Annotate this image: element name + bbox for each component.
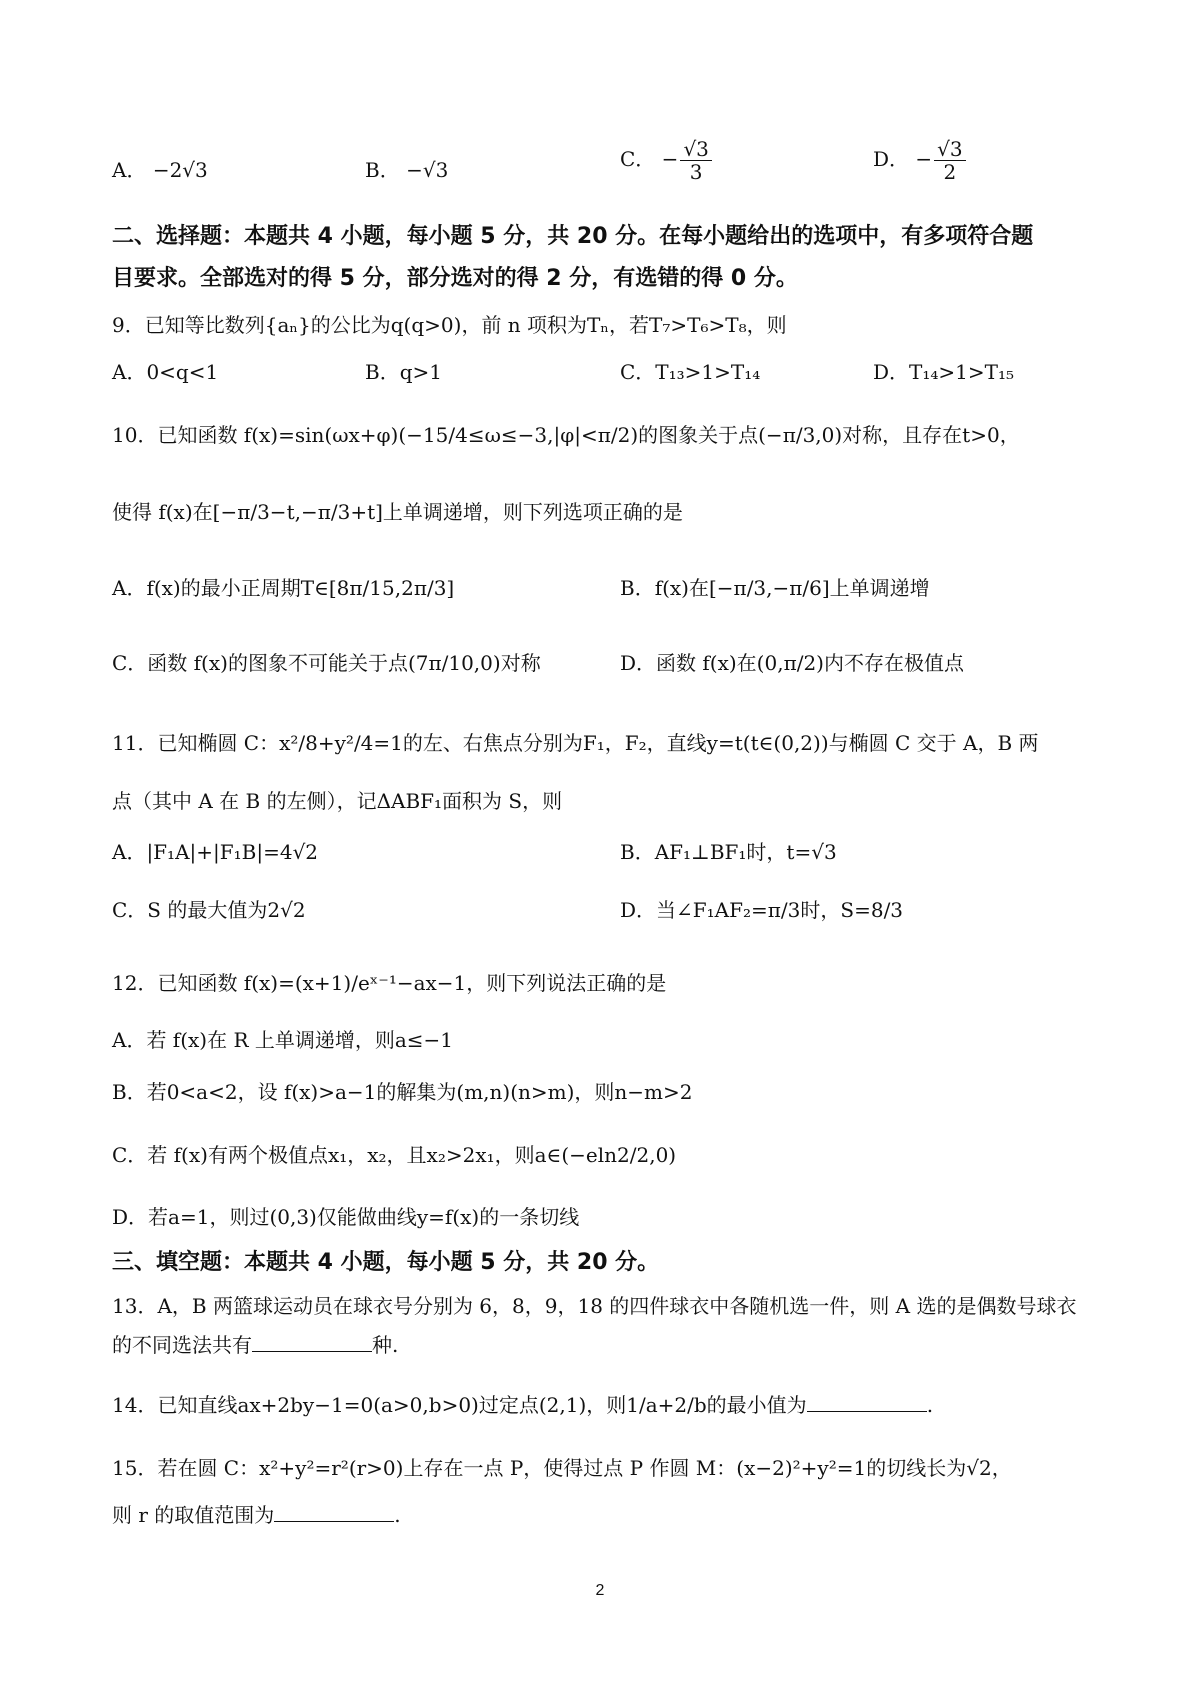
q10-option-d: D．函数 f(x)在(0,π/2)内不存在极值点 [620, 651, 964, 675]
q15-line1: 15．若在圆 C：x²+y²=r²(r>0)上存在一点 P，使得过点 P 作圆 M：(x−2)²+y²=1的切线长为√2， [112, 1456, 1012, 1480]
q9-stem: 9．已知等比数列{aₙ}的公比为q(q>0)，前 n 项积为Tₙ，若T₇>T₆>T₈，则 [112, 313, 787, 337]
q11-option-d: D．当∠F₁AF₂=π/3时，S=8/3 [620, 898, 904, 922]
q11-stem-line1: 11．已知椭圆 C：x²/8+y²/4=1的左、右焦点分别为F₁，F₂，直线y=t(t∈(0,2))与椭圆 C 交于 A，B 两 [112, 731, 1039, 755]
q12-stem: 12．已知函数 f(x)=(x+1)/eˣ⁻¹−ax−1，则下列说法正确的是 [112, 971, 667, 995]
q14-answer-blank [807, 1391, 927, 1412]
q13-answer-blank [252, 1331, 372, 1352]
q10-option-c: C．函数 f(x)的图象不可能关于点(7π/10,0)对称 [112, 651, 541, 675]
q13-line2: 的不同选法共有 种. [112, 1333, 399, 1357]
q9-option-d: D．T₁₄>1>T₁₅ [873, 360, 1015, 384]
q12-option-a: A．若 f(x)在 R 上单调递增，则a≤−1 [112, 1028, 454, 1052]
q9-option-c: C．T₁₃>1>T₁₄ [620, 360, 761, 384]
q11-option-b: B．AF₁⊥BF₁时，t=√3 [620, 840, 837, 864]
q9-option-b: B．q>1 [365, 360, 442, 384]
q11-option-c: C．S 的最大值为2√2 [112, 898, 306, 922]
q10-stem-line2: 使得 f(x)在[−π/3−t,−π/3+t]上单调递增，则下列选项正确的是 [112, 500, 683, 524]
q12-option-b: B．若0<a<2，设 f(x)>a−1的解集为(m,n)(n>m)，则n−m>2 [112, 1080, 693, 1104]
q8-option-c: C． − $\frac{√3}{3}$ [620, 138, 714, 183]
q8-option-d: D． − $\frac{√3}{2}$ [873, 138, 968, 183]
q10-option-a: A．f(x)的最小正周期T∈[8π/15,2π/3] [112, 576, 455, 600]
q8-option-b: B． −√3 [365, 158, 449, 182]
q11-option-a: A．|F₁A|+|F₁B|=4√2 [112, 840, 319, 864]
q11-stem-line2: 点（其中 A 在 B 的左侧），记ΔABF₁面积为 S，则 [112, 789, 563, 813]
q8-option-a: A． −2√3 [112, 158, 208, 182]
q15-answer-blank [274, 1501, 394, 1522]
q13-line1: 13．A，B 两篮球运动员在球衣号分别为 6，8，9，18 的四件球衣中各随机选一件，则 A 选的是偶数号球衣 [112, 1294, 1077, 1318]
section2-heading-line1: 二、选择题：本题共 4 小题，每小题 5 分，共 20 分。在每小题给出的选项中，有多项符合题 [112, 224, 1034, 249]
q12-option-d: D．若a=1，则过(0,3)仅能做曲线y=f(x)的一条切线 [112, 1205, 580, 1229]
section2-heading-line2: 目要求。全部选对的得 5 分，部分选对的得 2 分，有选错的得 0 分。 [112, 266, 798, 291]
page-number: 2 [595, 1582, 605, 1599]
q10-stem-line1: 10．已知函数 f(x)=sin(ωx+φ)(−15/4≤ω≤−3,|φ|<π/2)的图象关于点(−π/3,0)对称，且存在t>0， [112, 423, 1020, 447]
q12-option-c: C．若 f(x)有两个极值点x₁，x₂，且x₂>2x₁，则a∈(−eln2/2,0) [112, 1143, 677, 1167]
q14-line: 14．已知直线ax+2by−1=0(a>0,b>0)过定点(2,1)，则1/a+2/b的最小值为 . [112, 1393, 934, 1417]
section3-heading: 三、填空题：本题共 4 小题，每小题 5 分，共 20 分。 [112, 1250, 660, 1275]
q10-option-b: B．f(x)在[−π/3,−π/6]上单调递增 [620, 576, 930, 600]
q15-line2: 则 r 的取值范围为 . [112, 1503, 401, 1527]
q9-option-a: A．0<q<1 [112, 360, 219, 384]
